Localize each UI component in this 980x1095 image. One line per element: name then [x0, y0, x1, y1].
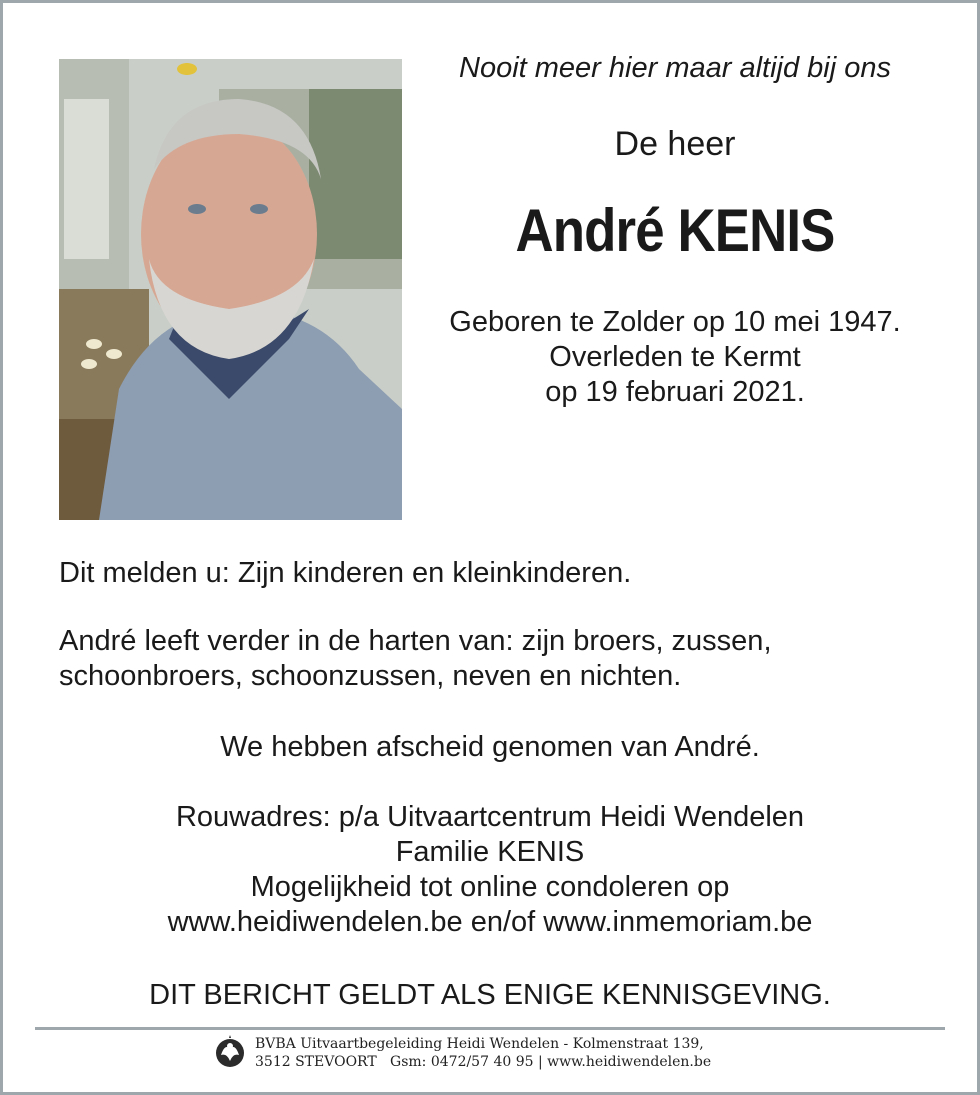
salutation: De heer [614, 125, 736, 163]
farewell-line: We hebben afscheid genomen van André. [220, 731, 760, 763]
mourning-address [40, 800, 940, 940]
address-line2: Familie KENIS [395, 836, 585, 868]
remembered-by-line2: schoonbroers, schoonzussen, neven en nichten. [59, 660, 682, 692]
footer-line1: BVBA Uitvaartbegeleiding Heidi Wendelen - Kolmenstraat 139, [255, 1036, 704, 1052]
address-line1: Rouwadres: p/a Uitvaartcentrum Heidi Wendelen [175, 801, 805, 833]
remembered-by-line1: André leeft verder in de harten van: zijn broers, zussen, [59, 625, 772, 657]
final-notice: DIT BERICHT GELDT ALS ENIGE KENNISGEVING. [149, 979, 831, 1011]
announced-by: Dit melden u: Zijn kinderen en kleinkinderen. [59, 557, 632, 589]
footer-divider [35, 1027, 945, 1030]
motto: Nooit meer hier maar altijd bij ons [459, 52, 891, 84]
angel-logo-icon [215, 1035, 245, 1071]
footer-text [255, 1035, 711, 1071]
address-line3: Mogelijkheid tot online condoleren op [250, 871, 730, 903]
birth-line: Geboren te Zolder op 10 mei 1947. [449, 306, 901, 338]
address-line4: www.heidiwendelen.be en/of www.inmemoriam.be [167, 906, 813, 938]
portrait-photo [59, 59, 402, 520]
deceased-name: André KENIS [515, 197, 835, 264]
death-date-line: op 19 februari 2021. [545, 376, 805, 408]
life-dates [420, 305, 930, 410]
remembered-by [59, 624, 939, 694]
funeral-home-footer [215, 1035, 711, 1071]
footer-line2: 3512 STEVOORT Gsm: 0472/57 40 95 | www.heidiwendelen.be [255, 1054, 712, 1070]
death-place-line: Overleden te Kermt [549, 341, 801, 373]
